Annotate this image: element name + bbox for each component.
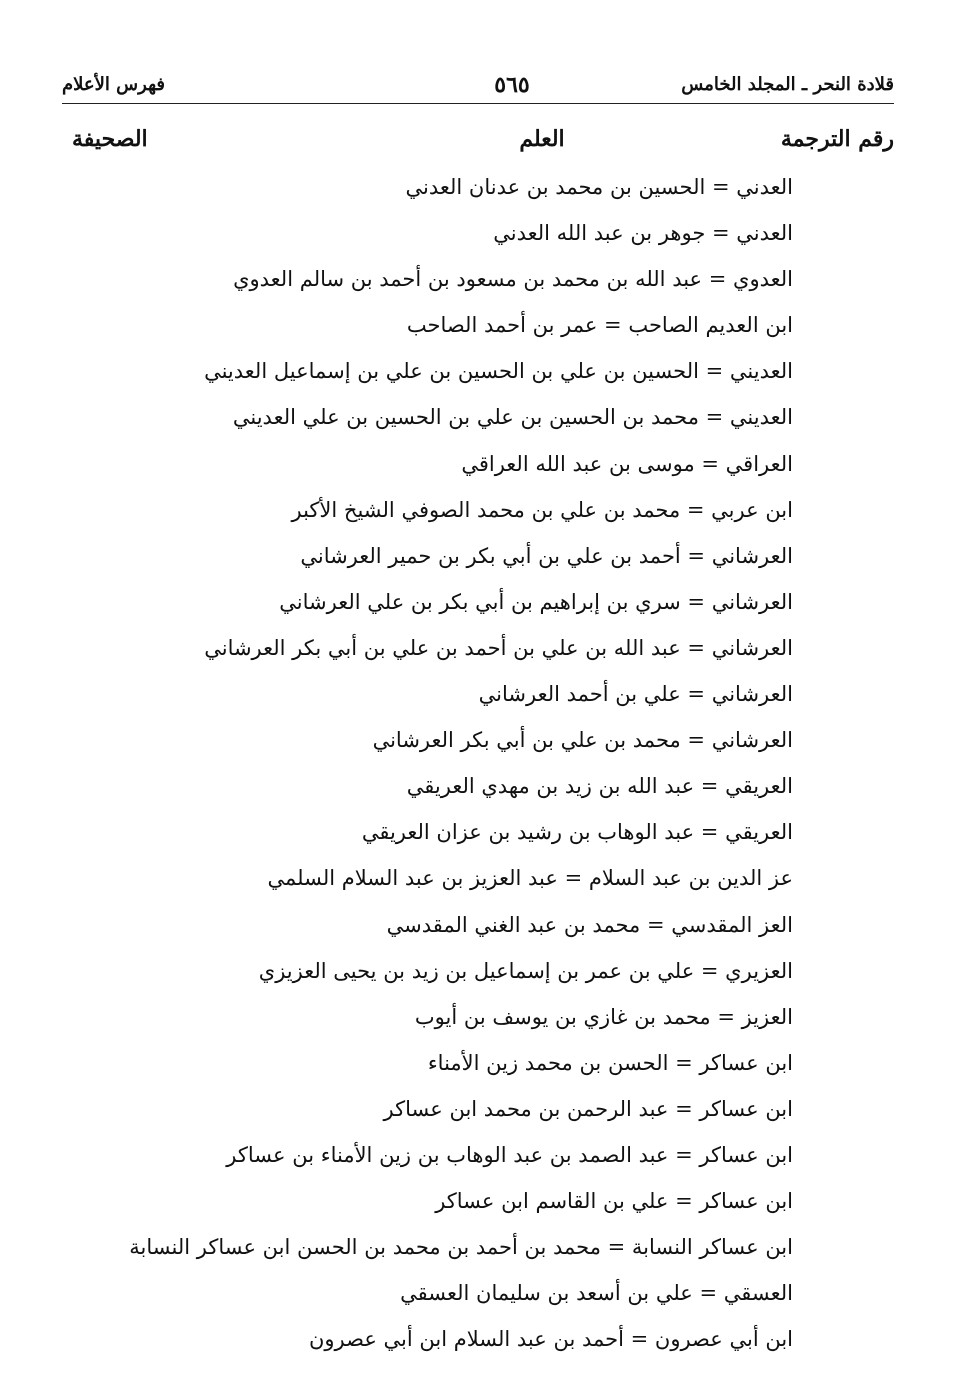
index-entry: العدوي = عبد الله بن محمد بن مسعود بن أحمد بن سالم العدوي <box>233 267 793 292</box>
index-entry: العزيز = محمد بن غازي بن يوسف بن أيوب <box>414 1004 793 1029</box>
index-entry: ابن عساكر النسابة = محمد بن أحمد بن محمد بن الحسن ابن عساكر النسابة <box>129 1235 793 1260</box>
index-entry: ابن عساكر = الحسن بن محمد زين الأمناء <box>427 1050 793 1075</box>
name-column-header: العلم <box>519 126 565 152</box>
index-entry: العديني = الحسين بن علي بن الحسين بن علي بن إسماعيل العديني <box>204 359 793 384</box>
index-entry: عز الدين بن عبد السلام = عبد العزيز بن عبد السلام السلمي <box>267 866 793 891</box>
index-entry: العز المقدسي = محمد بن عبد الغني المقدسي <box>386 912 793 937</box>
page-number: ٥٦٥ <box>494 72 530 98</box>
running-header <box>62 74 894 100</box>
index-entry: ابن العديم الصاحب = عمر بن أحمد الصاحب <box>406 313 793 338</box>
section-title: فهرس الأعلام <box>62 74 165 95</box>
book-title: قلادة النحر ـ المجلد الخامس <box>681 74 894 95</box>
index-entry: العدني = جوهر بن عبد الله العدني <box>493 221 793 246</box>
index-entry: العدني = الحسين بن محمد بن عدنان العدني <box>405 175 793 199</box>
index-entry: العديني = محمد بن الحسين بن علي بن الحسين بن علي العديني <box>232 405 793 430</box>
index-entry: العراقي = موسى بن عبد الله العراقي <box>461 451 793 476</box>
index-entry: ابن عربي = محمد بن علي بن محمد الصوفي الشيخ الأكبر <box>291 497 793 522</box>
column-headers <box>62 126 894 160</box>
index-entry: العسقي = علي بن أسعد بن سليمان العسقي <box>400 1281 793 1306</box>
index-entries <box>93 164 793 1362</box>
index-entry: العرشاني = عبد الله بن علي بن أحمد بن علي بن أبي بكر العرشاني <box>204 635 793 660</box>
index-entry: ابن عساكر = عبد الصمد بن عبد الوهاب بن زين الأمناء بن عساكر <box>226 1142 793 1167</box>
index-entry: العريقي = عبد الوهاب بن رشيد بن عزان العريقي <box>361 820 793 845</box>
page-column-header: الصحيفة <box>72 126 148 152</box>
index-entry: ابن عساكر = عبد الرحمن بن محمد ابن عساكر <box>383 1096 793 1121</box>
index-entry: العرشاني = أحمد بن علي بن أبي بكر بن حمير العرشاني <box>300 543 793 568</box>
index-entry: العرشاني = سري بن إبراهيم بن أبي بكر بن علي العرشاني <box>279 589 793 614</box>
index-entry: ابن عساكر = علي بن القاسم ابن عساكر <box>435 1189 793 1214</box>
index-entry: ابن أبي عصرون = أحمد بن عبد السلام ابن أبي عصرون <box>308 1327 793 1352</box>
entry-number-column-header: رقم الترجمة <box>780 126 894 152</box>
index-entry: العريقي = عبد الله بن زيد بن مهدي العريقي <box>406 774 793 799</box>
index-entry: العرشاني = محمد بن علي بن أبي بكر العرشاني <box>372 728 793 753</box>
index-entry: العرشاني = علي بن أحمد العرشاني <box>478 682 793 707</box>
header-rule <box>62 103 894 104</box>
index-entry: العزيري = علي بن عمر بن إسماعيل بن زيد بن يحيى العزيزي <box>258 958 793 983</box>
